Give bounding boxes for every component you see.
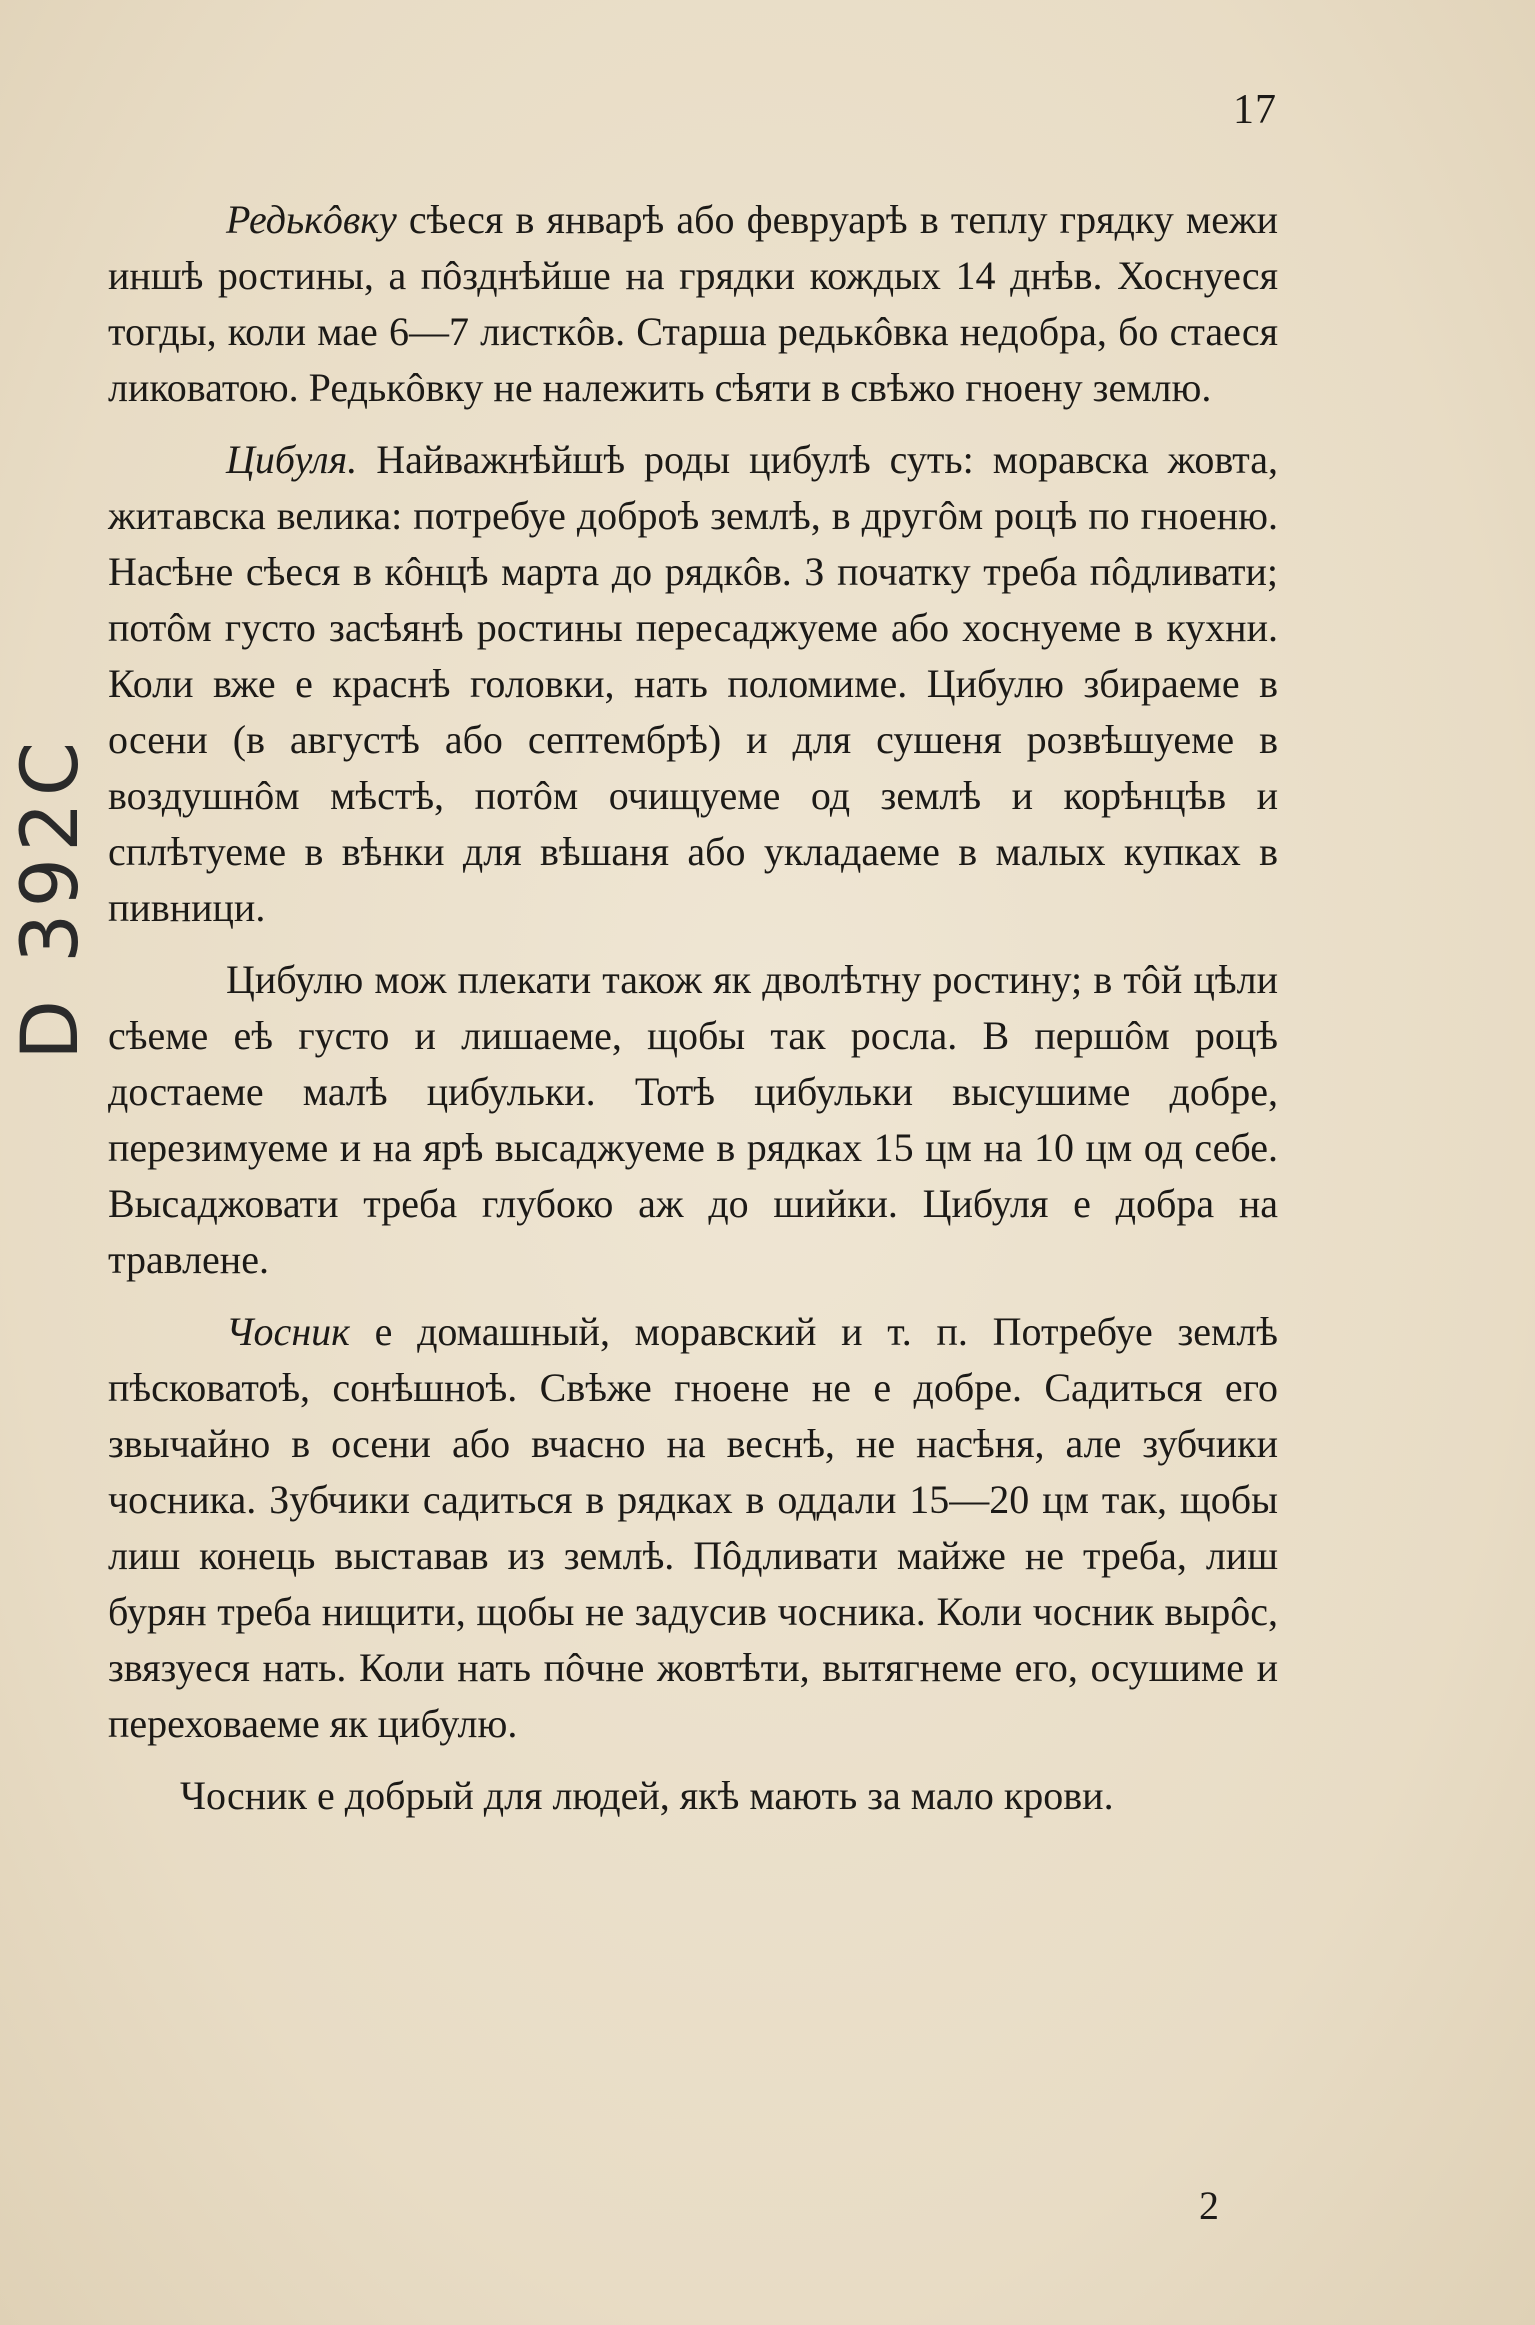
page-body [108,192,1278,1840]
signature-mark: 2 [1199,2183,1219,2228]
paragraph-garlic-health [108,1768,1278,1824]
paragraph-onion-biennial [108,952,1278,1288]
paragraph-garlic [108,1304,1278,1752]
paragraph-text: е домашный, моравский и т. п. Потребуе землѣ пѣсковатоѣ, сонѣшноѣ. Свѣже гноене не е добре. Садиться его звычайно в осени або вчасно на веснѣ, не насѣня, але зубчики чосника. Зубчики садиться в рядках в оддали 15—20 цм так, щобы лиш конець выставав из землѣ. Пôдливати майже не треба, лиш бурян треба нищити, щобы не задусив чосника. Коли чосник вырôс, звязуеся нать. Коли нать пôчне жовтѣти, вытягнеме его, осушиме и переховаеме як цибулю. [108,1309,1278,1746]
paragraph-lead: Чосник [226,1309,350,1354]
paragraph-text: Чосник е добрый для людей, якѣ мають за мало крови. [180,1773,1114,1818]
paragraph-text: Найважнѣйшѣ роды цибулѣ суть: моравска жовта, житавска велика: потребуе доброѣ землѣ, в другôм роцѣ по гноеню. Насѣне сѣеся в кôнцѣ марта до рядкôв. З початку треба пôдливати; потôм густо засѣянѣ ростины пересаджуеме або хоснуеме в кухни. Коли вже е краснѣ головки, нать поломиме. Цибулю збираеме в осени (в августѣ або септембрѣ) и для сушеня розвѣшуеме в воздушнôм мѣстѣ, потôм очищуеме од землѣ и корѣнцѣв и сплѣтуеме в вѣнки для вѣшаня або укладаеме в малых купках в пивници. [108,437,1278,930]
paragraph-lead: Редькôвку [226,197,397,242]
margin-handwritten-note: D 392C [6,735,96,1060]
paragraph-text: сѣеся в январѣ або февруарѣ в теплу грядку межи иншѣ ростины, а пôзднѣйше на грядки кождых 14 днѣв. Хоснуеся тогды, коли мае 6—7 листкôв. Старша редькôвка недобра, бо стаеся ликоватою. Редькôвку не належить сѣяти в свѣжо гноену землю. [108,197,1278,410]
paragraph-radish [108,192,1278,416]
paragraph-text: Цибулю мож плекати також як дволѣтну ростину; в тôй цѣли сѣеме еѣ густо и лишаеме, щобы так росла. В першôм роцѣ достаеме малѣ цибульки. Тотѣ цибульки высушиме добре, перезимуеме и на ярѣ высаджуеме в рядках 15 цм на 10 цм од себе. Высаджовати треба глубоко аж до шийки. Цибуля е добра на травлене. [108,957,1278,1282]
paragraph-lead: Цибуля. [226,437,358,482]
paragraph-onion [108,432,1278,936]
page-number: 17 [1233,87,1277,133]
